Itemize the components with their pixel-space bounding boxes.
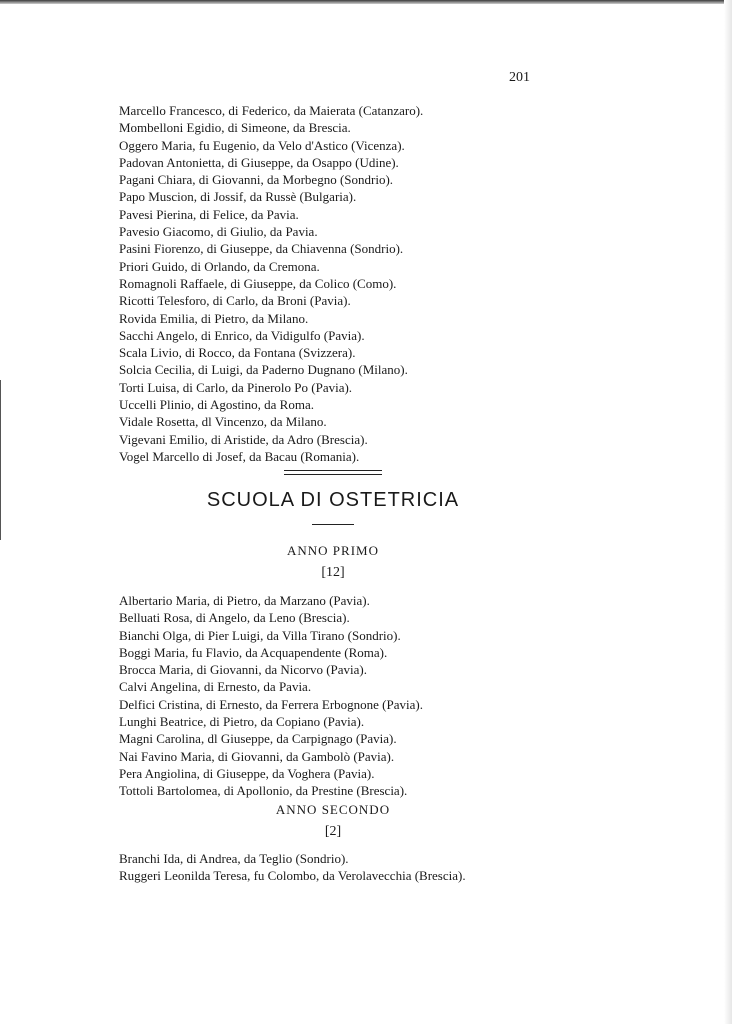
anno-primo-student-list	[119, 592, 423, 800]
list-item: Torti Luisa, di Carlo, da Pinerolo Po (Pavia).	[119, 379, 353, 395]
page-left-edge	[0, 380, 5, 540]
list-item: Pavesio Giacomo, di Giulio, da Pavia.	[119, 224, 318, 240]
list-item: Priori Guido, di Orlando, da Cremona.	[119, 258, 320, 274]
list-item: Delfici Cristina, di Ernesto, da Ferrera Erbognone (Pavia).	[119, 696, 423, 712]
list-item: Lunghi Beatrice, di Pietro, da Copiano (Pavia).	[119, 714, 365, 730]
list-item: Calvi Angelina, di Ernesto, da Pavia.	[119, 679, 312, 695]
page-number: 201	[509, 70, 530, 85]
list-item: Vigevani Emilio, di Aristide, da Adro (Brescia).	[119, 431, 368, 447]
list-item: Oggero Maria, fu Eugenio, da Velo d'Astico (Vicenza).	[119, 137, 405, 153]
page-right-edge	[724, 0, 732, 1024]
list-item: Marcello Francesco, di Federico, da Maierata (Catanzaro).	[119, 103, 424, 118]
anno-primo-heading: ANNO PRIMO	[287, 543, 379, 558]
section-title: SCUOLA DI OSTETRICIA	[206, 489, 460, 511]
section-divider-double	[284, 470, 382, 475]
list-item: Mombelloni Egidio, di Simeone, da Brescia.	[119, 120, 351, 136]
list-item: Branchi Ida, di Andrea, da Teglio (Sondrio).	[119, 851, 349, 866]
anno-secondo-heading: ANNO SECONDO	[275, 802, 391, 817]
list-item: Brocca Maria, di Giovanni, da Nicorvo (Pavia).	[119, 662, 368, 678]
list-item: Bianchi Olga, di Pier Luigi, da Villa Tirano (Sondrio).	[119, 627, 401, 643]
list-item: Scala Livio, di Rocco, da Fontana (Svizzera).	[119, 345, 356, 361]
list-item: Vogel Marcello di Josef, da Bacau (Romania).	[119, 448, 360, 464]
list-item: Uccelli Plinio, di Agostino, da Roma.	[119, 397, 314, 413]
list-item: Pera Angiolina, di Giuseppe, da Voghera (Pavia).	[119, 765, 375, 781]
list-item: Rovida Emilia, di Pietro, da Milano.	[119, 310, 309, 326]
page-top-edge	[0, 0, 732, 4]
list-item: Romagnoli Raffaele, di Giuseppe, da Colico (Como).	[119, 275, 397, 291]
list-item: Ricotti Telesforo, di Carlo, da Broni (Pavia).	[119, 293, 351, 309]
continued-student-list	[119, 102, 423, 465]
list-item: Papo Muscion, di Jossif, da Russè (Bulgaria).	[119, 189, 357, 205]
list-item: Tottoli Bartolomea, di Apollonio, da Prestine (Brescia).	[119, 783, 408, 799]
list-item: Vidale Rosetta, dl Vincenzo, da Milano.	[119, 414, 327, 430]
anno-secondo-count: [2]	[324, 824, 342, 839]
list-item: Pagani Chiara, di Giovanni, da Morbegno (Sondrio).	[119, 172, 394, 188]
list-item: Padovan Antonietta, di Giuseppe, da Osappo (Udine).	[119, 154, 399, 170]
anno-secondo-student-list	[119, 850, 466, 885]
list-item: Ruggeri Leonilda Teresa, fu Colombo, da Verolavecchia (Brescia).	[119, 868, 466, 884]
list-item: Magni Carolina, dl Giuseppe, da Carpignago (Pavia).	[119, 731, 397, 747]
anno-primo-count: [12]	[321, 565, 345, 580]
list-item: Pavesi Pierina, di Felice, da Pavia.	[119, 206, 299, 222]
list-item: Albertario Maria, di Pietro, da Marzano (Pavia).	[119, 593, 370, 608]
list-item: Nai Favino Maria, di Giovanni, da Gambolò (Pavia).	[119, 748, 395, 764]
list-item: Belluati Rosa, di Angelo, da Leno (Brescia).	[119, 610, 350, 626]
list-item: Solcia Cecilia, di Luigi, da Paderno Dugnano (Milano).	[119, 362, 408, 378]
list-item: Sacchi Angelo, di Enrico, da Vidigulfo (Pavia).	[119, 327, 365, 343]
list-item: Pasini Fiorenzo, di Giuseppe, da Chiavenna (Sondrio).	[119, 241, 404, 257]
list-item: Boggi Maria, fu Flavio, da Acquapendente (Roma).	[119, 644, 388, 660]
section-divider-short	[312, 524, 354, 525]
